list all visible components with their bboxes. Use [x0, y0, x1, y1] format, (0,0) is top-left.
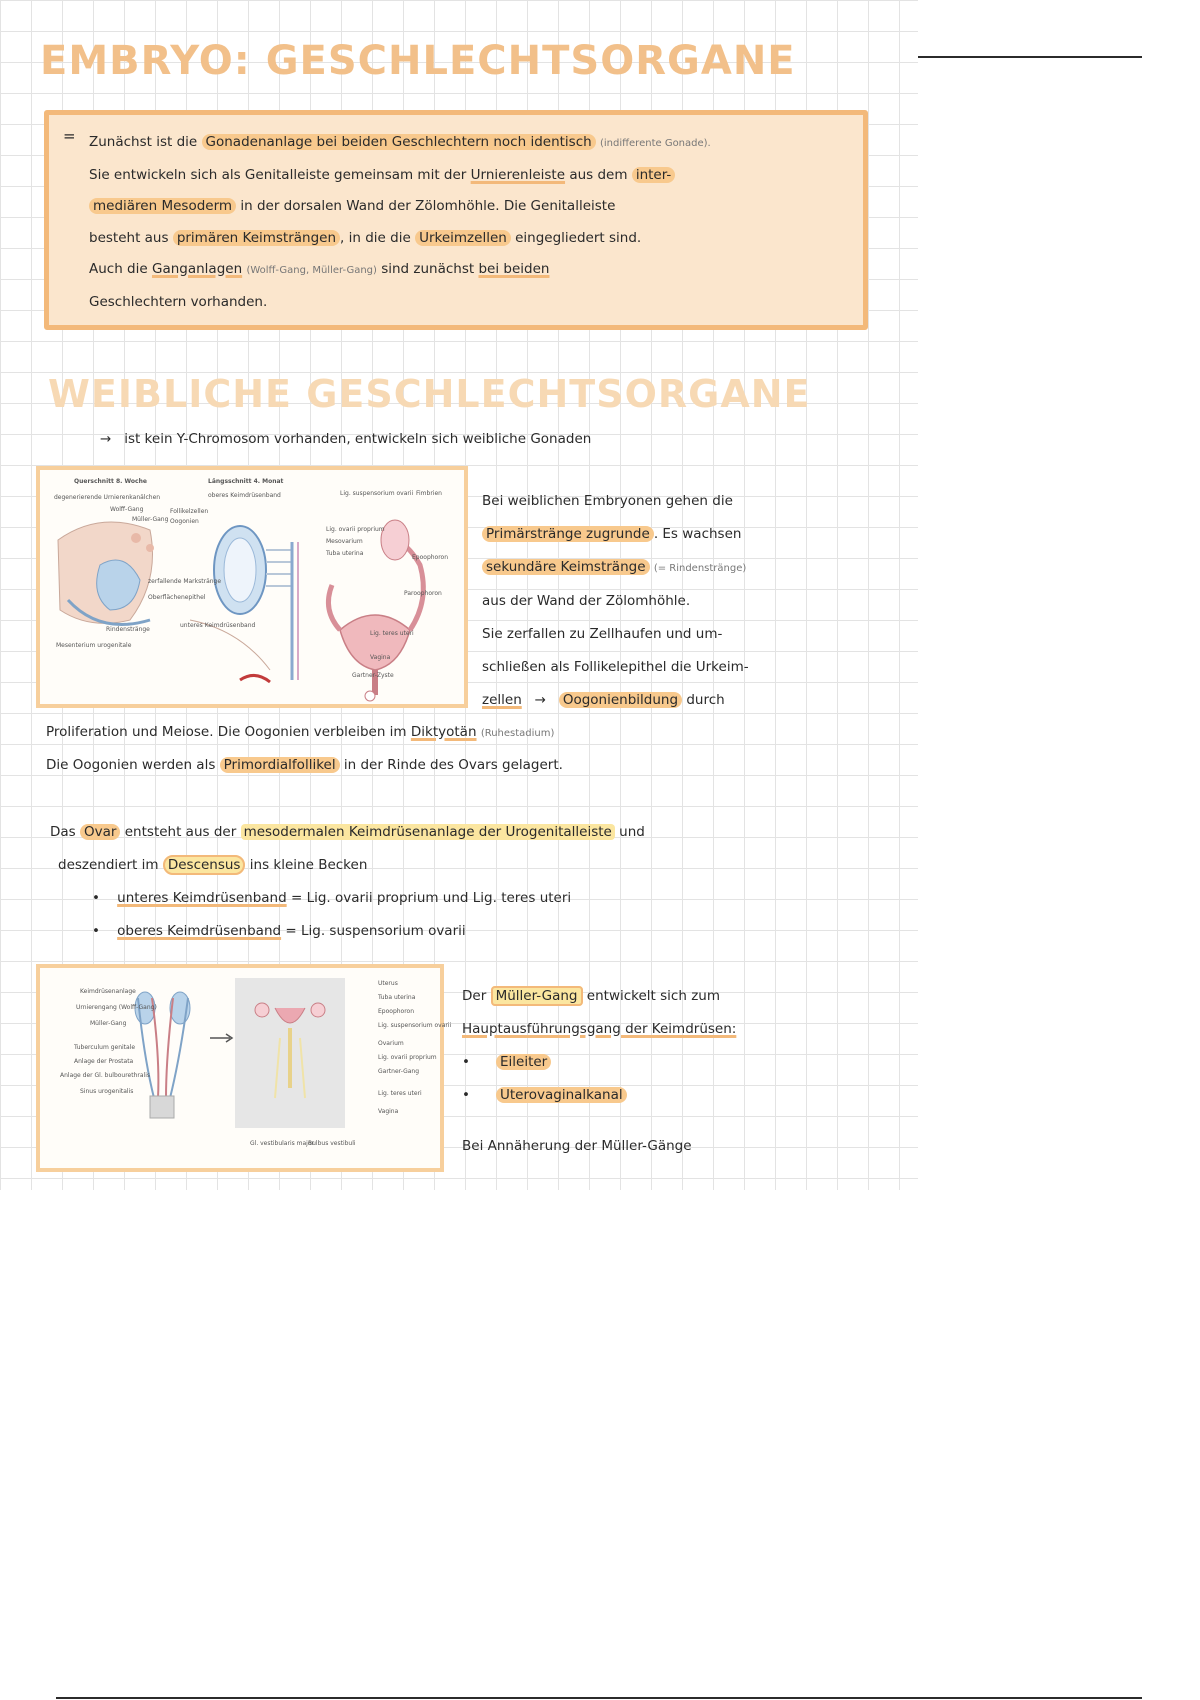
text-fragment: . Es wachsen: [653, 526, 742, 542]
bottom-divider: [56, 1697, 1142, 1699]
text-fragment: oberes Keimdrüsenband: [117, 923, 282, 939]
figure-mueller-gang: [36, 964, 452, 1172]
list-item: [462, 1046, 882, 1079]
list-item-oberes: • oberes Keimdrüsenband = Lig. suspensorium ovarii: [92, 923, 466, 939]
highlight-uterovaginalkanal: Uterovaginalkanal: [496, 1087, 627, 1103]
text-line: [482, 518, 882, 551]
figure-label: Epoophoron: [412, 554, 449, 561]
section-lead-text: ist kein Y-Chromosom vorhanden, entwickeln sich weibliche Gonaden: [124, 431, 592, 447]
figure-label: Oogonien: [170, 518, 199, 525]
text-fragment: entwickelt sich zum: [586, 988, 720, 1004]
text-fragment: zellen: [482, 692, 522, 708]
figure-label: Ovarium: [378, 1040, 404, 1047]
text-fragment: unteres Keimdrüsenband: [117, 890, 287, 906]
section-title-weiblich: WEIBLICHE GESCHLECHTSORGANE: [48, 372, 811, 416]
arrow-icon: →: [100, 431, 112, 447]
text-line: Hauptausführungsgang der Keimdrüsen:: [462, 1021, 737, 1037]
text-fragment: ins kleine Becken: [249, 857, 368, 873]
underline-bei-beiden: bei beiden: [478, 261, 550, 277]
highlight-keimstraenge: primären Keimsträngen: [173, 230, 340, 246]
text-note: (= Rindenstränge): [653, 563, 747, 574]
figure-label: Anlage der Prostata: [74, 1058, 134, 1065]
highlight-keimdruesenanlage: mesodermalen Keimdrüsenanlage der Urogenitalleiste: [241, 824, 615, 840]
figure-label: Tuba uterina: [378, 994, 416, 1001]
highlight-ovar: Ovar: [80, 824, 120, 840]
intro-note-2: (Wolff-Gang, Müller-Gang): [246, 265, 377, 276]
highlight-sekundaere-keimstraenge: sekundäre Keimstränge: [482, 559, 650, 575]
figure-label: degenerierende Urnierenkanälchen: [54, 494, 161, 501]
intro-text-4: in der dorsalen Wand der Zölomhöhle. Die Genitalleiste: [240, 198, 616, 214]
text-fragment: und: [619, 824, 645, 840]
figure-label: Sinus urogenitalis: [80, 1088, 134, 1095]
highlight-urkeimzellen: Urkeimzellen: [415, 230, 511, 246]
figure-label: Mesovarium: [326, 538, 363, 545]
figure-label: Wolff-Gang: [110, 506, 144, 513]
intro-text-8: Auch die: [89, 261, 148, 277]
underline-ganganlagen: Ganganlagen: [151, 261, 243, 277]
figure-label: Müller-Gang: [132, 516, 169, 523]
highlight-inter: inter-: [632, 167, 675, 183]
text-fragment: entsteht aus der: [124, 824, 237, 840]
highlight-primaerstraenge: Primärstränge zugrunde: [482, 526, 654, 542]
text-descensus: [58, 850, 367, 882]
figure-label: Paroophoron: [404, 590, 442, 597]
figure-label: Epoophoron: [378, 1008, 415, 1015]
highlight-gonadenanlage: Gonadenanlage bei beiden Geschlechtern noch identisch: [202, 134, 596, 150]
figure-label: Lig. suspensorium ovarii: [378, 1022, 452, 1029]
text-line: schließen als Follikelepithel die Urkeim-: [482, 659, 749, 675]
underline-diktyotaen: Diktyotän: [410, 724, 477, 740]
text-line: Bei weiblichen Embryonen gehen die: [482, 493, 733, 509]
ovary-development-illustration: [40, 470, 464, 704]
text-fragment: in der Rinde des Ovars gelagert.: [343, 757, 563, 773]
list-item-unteres: • unteres Keimdrüsenband = Lig. ovarii proprium und Lig. teres uteri: [92, 890, 572, 906]
figure-label: Tuberculum genitale: [74, 1044, 136, 1051]
text-fragment: = Lig. suspensorium ovarii: [285, 923, 466, 939]
figure-label: Müller-Gang: [90, 1020, 127, 1027]
intro-text-2: Sie entwickeln sich als Genitalleiste gemeinsam mit der: [89, 166, 467, 183]
text-ovar: [50, 817, 645, 849]
figure-label: Fimbrien: [416, 490, 442, 497]
figure-label: Keimdrüsenanlage: [80, 988, 136, 995]
text-line: [482, 684, 882, 717]
intro-text: [89, 127, 849, 318]
mueller-list: [462, 1046, 882, 1112]
figure-label: Lig. ovarii proprium: [326, 526, 385, 533]
intro-bullet: =: [63, 127, 76, 145]
highlight-mesoderm: mediären Mesoderm: [89, 198, 236, 214]
figure-label: unteres Keimdrüsenband: [180, 622, 256, 629]
text-note: (Ruhestadium): [480, 728, 555, 739]
intro-text-6: , in die die: [340, 229, 411, 246]
text-line: [462, 980, 882, 1013]
figure-label: Oberflächenepithel: [148, 594, 206, 601]
text-line: aus der Wand der Zölomhöhle.: [482, 593, 691, 609]
figure-label: Bulbus vestibuli: [308, 1140, 356, 1147]
figure-label: Anlage der Gl. bulbourethralis: [60, 1072, 151, 1079]
figure-label: zerfallende Markstränge: [148, 578, 222, 585]
intro-text-7: eingegliedert sind.: [515, 229, 642, 246]
figure-ovary-development: [36, 466, 468, 708]
figure-label: Gl. vestibularis major: [250, 1140, 314, 1147]
text-right-weibliche-embryonen: [482, 485, 882, 717]
figure-label: Tuba uterina: [326, 550, 364, 557]
text-right-mueller-gang: [462, 980, 882, 1163]
arrow-icon: →: [534, 692, 546, 708]
text-fragment: Das: [50, 824, 76, 840]
text-fragment: = Lig. ovarii proprium und Lig. teres uteri: [290, 890, 572, 906]
figure-label: Mesenterium urogenitale: [56, 642, 132, 649]
figure-label: Urnierengang (Wolff-Gang): [76, 1004, 157, 1011]
intro-text-5: besteht aus: [89, 229, 169, 246]
figure-label: Rindenstränge: [106, 626, 150, 633]
intro-text-1: Zunächst ist die: [89, 134, 198, 150]
figure-label: Follikelzellen: [170, 508, 209, 515]
text-fragment: durch: [686, 692, 725, 708]
figure-label: Lig. ovarii proprium: [378, 1054, 437, 1061]
figure-label: Gartner-Gang: [378, 1068, 420, 1075]
figure-label: Lig. teres uteri: [378, 1090, 422, 1097]
section-lead: [100, 424, 591, 456]
page-title: EMBRYO: GESCHLECHTSORGANE: [40, 38, 796, 84]
intro-text-10: Geschlechtern vorhanden.: [89, 293, 268, 310]
text-fragment: Die Oogonien werden als: [46, 757, 216, 773]
text-fragment: Der: [462, 988, 487, 1004]
top-divider: [918, 56, 1142, 58]
figure-label: Lig. teres uteri: [370, 630, 414, 637]
figure-label: Vagina: [378, 1108, 399, 1115]
text-fragment: deszendiert im: [58, 857, 159, 873]
text-oogonien: [46, 750, 563, 782]
figure-header-left: Querschnitt 8. Woche: [74, 478, 147, 485]
figure-label: Uterus: [378, 980, 398, 987]
figure-header-mid: Längsschnitt 4. Monat: [208, 478, 284, 485]
list-item: [462, 1079, 882, 1112]
intro-text-3: aus dem: [569, 166, 628, 183]
intro-box: [44, 110, 868, 330]
figure-label: Lig. suspensorium ovarii: [340, 490, 414, 497]
highlight-eileiter: Eileiter: [496, 1054, 551, 1070]
text-fragment: Proliferation und Meiose. Die Oogonien verbleiben im: [46, 724, 407, 740]
underline-urnierenleiste: Urnierenleiste: [470, 166, 566, 183]
highlight-oogonienbildung: Oogonienbildung: [559, 692, 682, 708]
figure-label: Vagina: [370, 654, 391, 661]
highlight-mueller-gang: Müller-Gang: [491, 986, 583, 1006]
figure-label: oberes Keimdrüsenband: [208, 492, 281, 499]
text-line: [482, 551, 882, 585]
highlight-primordialfollikel: Primordialfollikel: [220, 757, 340, 773]
text-line: Bei Annäherung der Müller-Gänge: [462, 1138, 692, 1154]
intro-text-9: sind zunächst: [381, 261, 475, 277]
intro-note-1: (indifferente Gonade).: [600, 138, 711, 149]
figure-label: Gartner-Zyste: [352, 672, 394, 679]
text-proliferation: [46, 717, 554, 750]
highlight-descensus: Descensus: [163, 855, 246, 875]
text-line: Sie zerfallen zu Zellhaufen und um-: [482, 626, 723, 642]
